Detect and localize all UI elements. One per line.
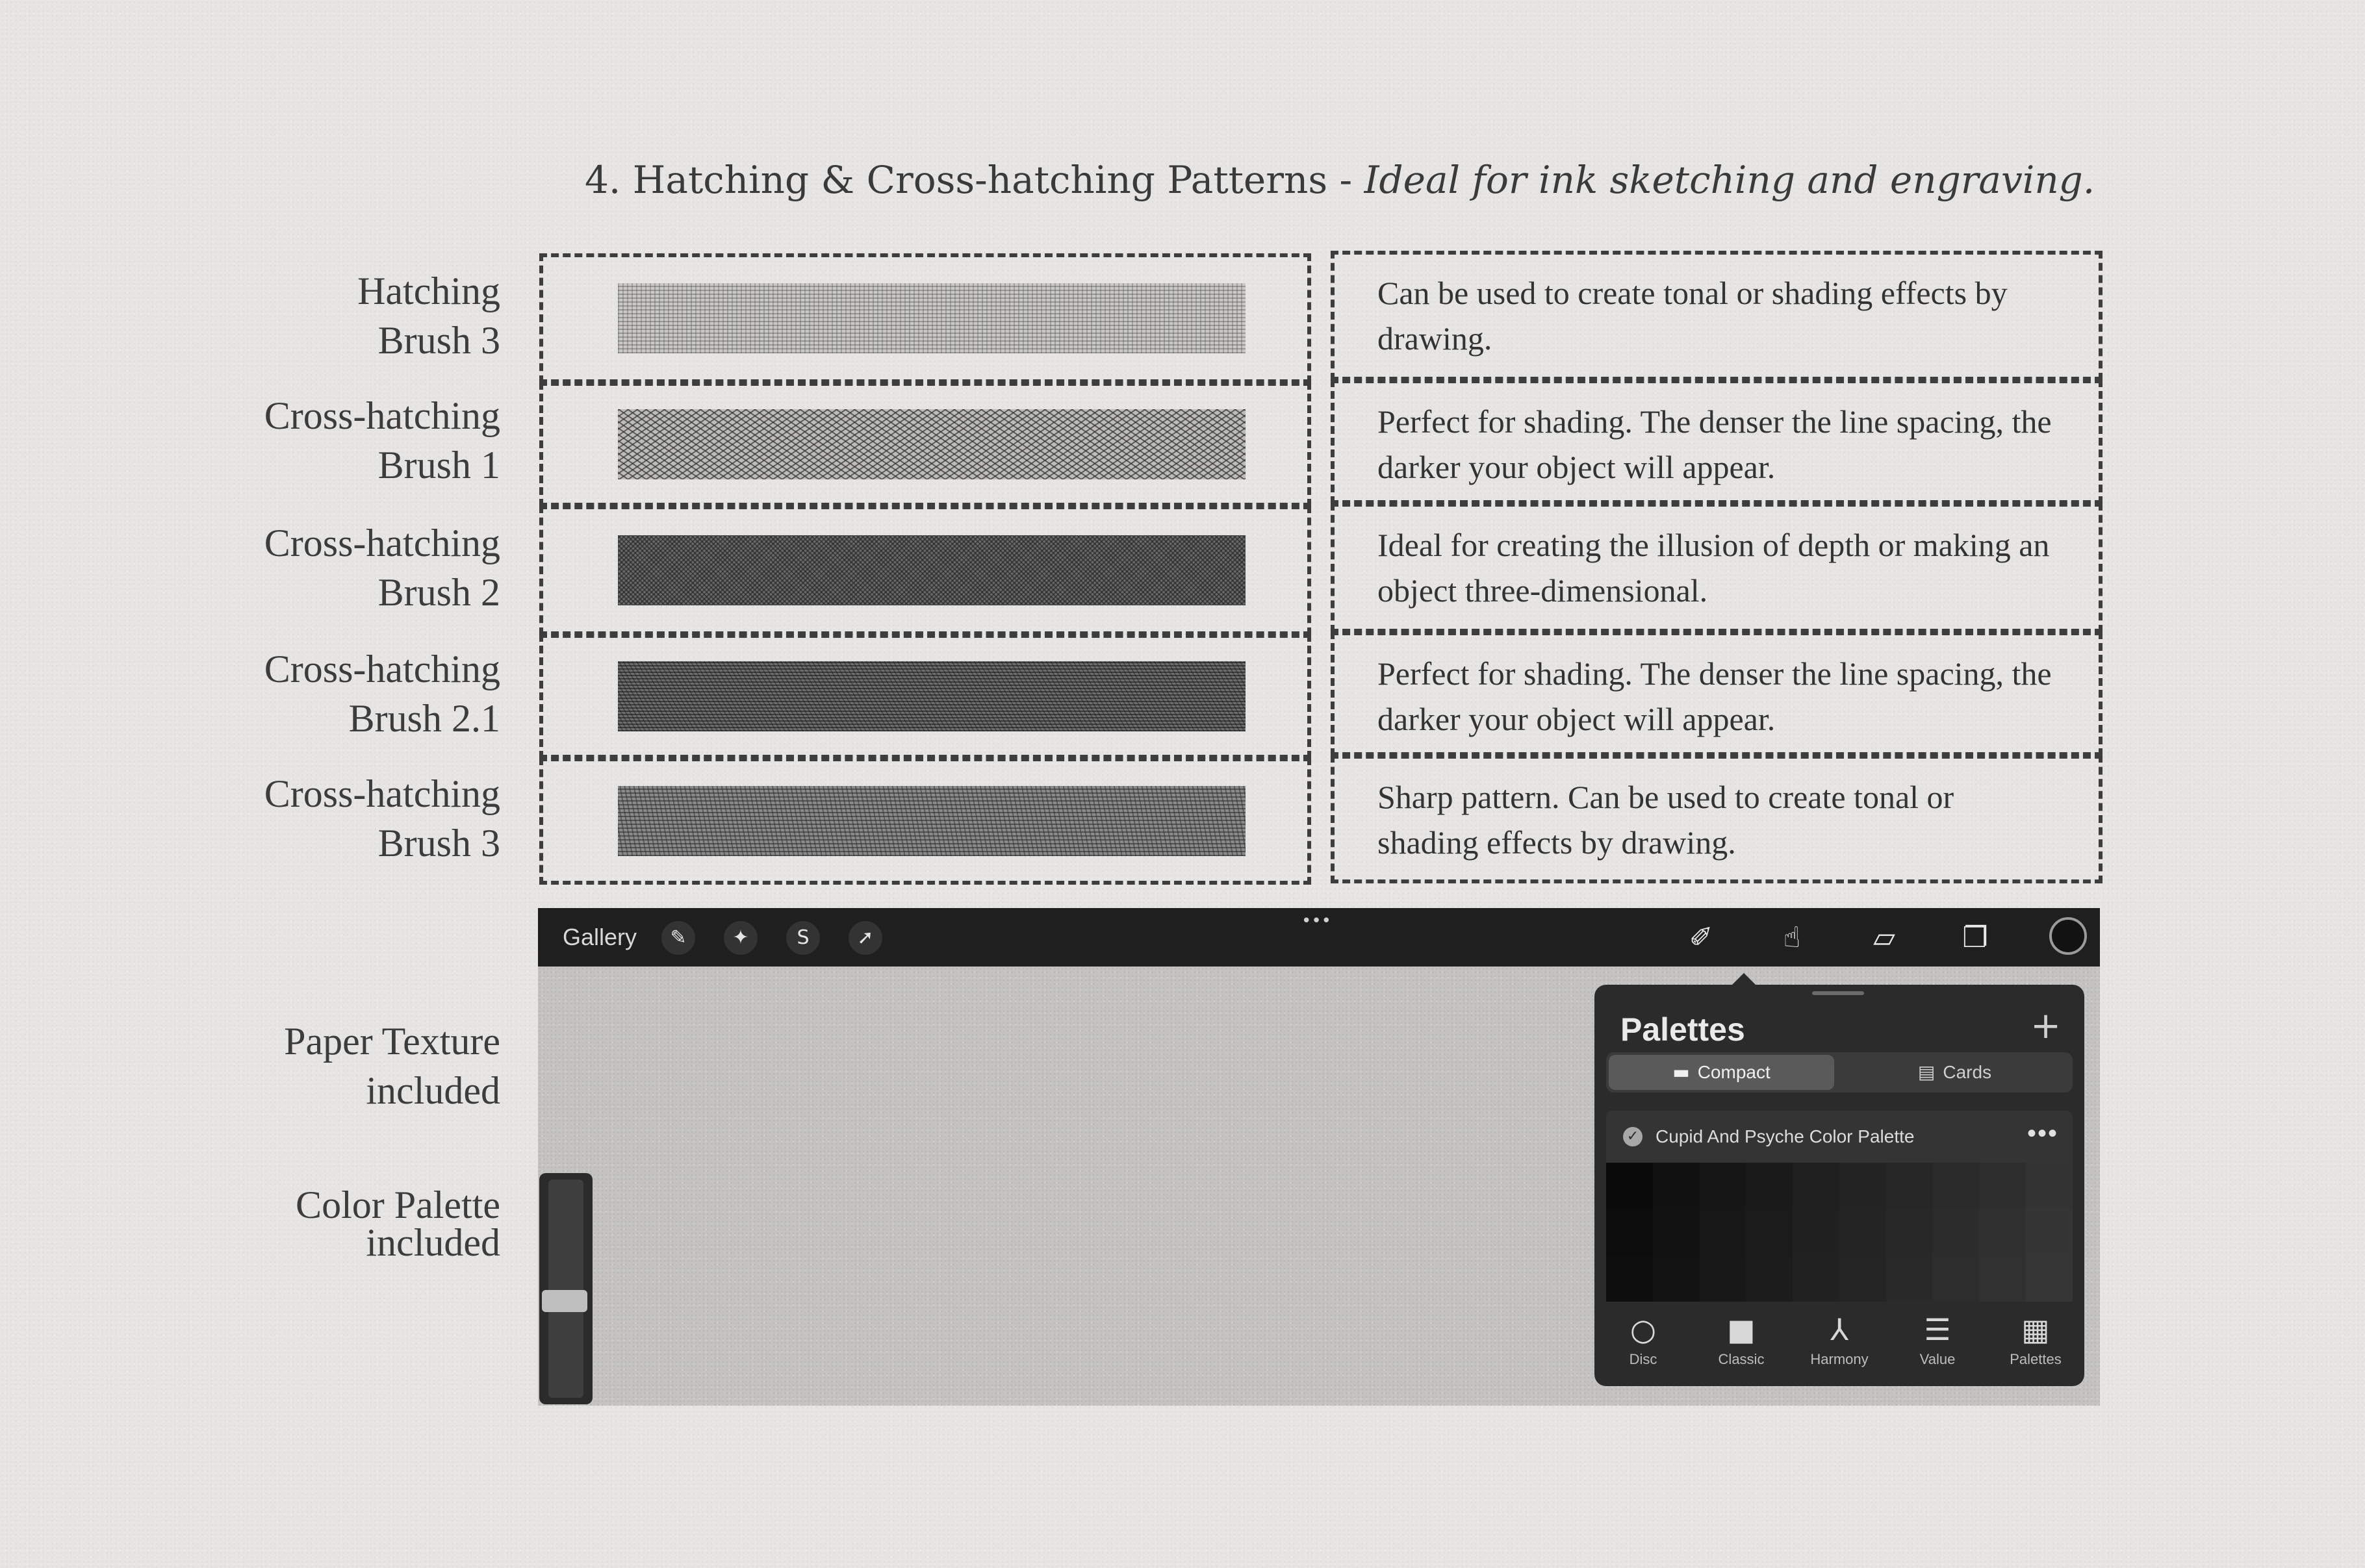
color-swatch[interactable] <box>1886 1163 1933 1209</box>
brush-size-sidebar <box>539 1173 593 1404</box>
description-box: Perfect for shading. The denser the line spacing, the darker your object will appear. <box>1331 631 2103 756</box>
color-swatch[interactable] <box>1886 1256 1933 1302</box>
cross-hatching-brush-2-swatch <box>618 535 1246 605</box>
color-swatch[interactable] <box>1933 1256 1980 1302</box>
swatch-box <box>539 757 1311 885</box>
brush-name: Cross-hatching <box>264 522 500 564</box>
paper-texture-line: included <box>366 1069 500 1112</box>
color-swatch[interactable] <box>1700 1256 1746 1302</box>
palette-name: Cupid And Psyche Color Palette <box>1656 1126 1915 1146</box>
tab-classic[interactable] <box>1693 1308 1790 1368</box>
color-swatch[interactable] <box>1793 1209 1839 1255</box>
cross-hatching-brush-2-1-swatch <box>618 661 1246 731</box>
description-box: Can be used to create tonal or shading effects by drawing. <box>1331 251 2103 381</box>
description-box: Ideal for creating the illusion of depth or making an object three-dimensional. <box>1331 503 2103 633</box>
tab-label: Classic <box>1718 1351 1765 1367</box>
layers-icon[interactable]: ❐ <box>1962 921 1988 954</box>
swatch-box <box>539 634 1311 759</box>
brush-number: Brush 3 <box>377 319 500 362</box>
color-swatch[interactable] <box>1700 1163 1746 1209</box>
palette-swatch-grid <box>1606 1163 2073 1302</box>
brush-label <box>136 644 500 743</box>
swatch-box <box>539 253 1311 383</box>
add-palette-button[interactable]: + <box>2030 1005 2061 1047</box>
magic-wand-icon[interactable]: ✦ <box>724 921 758 955</box>
color-swatch[interactable] <box>1979 1163 2026 1209</box>
color-swatch[interactable] <box>1793 1256 1839 1302</box>
color-swatch[interactable] <box>1653 1256 1700 1302</box>
color-palette-line: included <box>366 1221 500 1264</box>
color-palette-label <box>136 1183 500 1264</box>
palettes-panel <box>1594 985 2084 1386</box>
transform-arrow-icon[interactable]: ➚ <box>849 921 882 955</box>
brush-size-slider[interactable] <box>548 1180 583 1398</box>
color-swatch[interactable] <box>1606 1209 1653 1255</box>
smudge-icon[interactable]: ☝ <box>1783 921 1801 954</box>
color-swatch[interactable] <box>1746 1256 1793 1302</box>
compact-label: Compact <box>1697 1062 1771 1082</box>
tab-harmony[interactable] <box>1791 1308 1888 1368</box>
swatch-box <box>539 382 1311 507</box>
heading-number: 4. <box>585 158 621 202</box>
brush-label <box>136 391 500 490</box>
color-swatch[interactable] <box>1886 1209 1933 1255</box>
cards-icon: ▤ <box>1917 1061 1936 1083</box>
color-swatch[interactable] <box>1979 1256 2026 1302</box>
color-swatch[interactable] <box>1839 1163 1886 1209</box>
brush-number: Brush 2.1 <box>348 697 500 740</box>
harmony-icon: ⅄ <box>1830 1312 1849 1347</box>
brush-icon[interactable]: ✐ <box>1689 921 1713 954</box>
value-icon: ☰ <box>1924 1312 1951 1347</box>
color-swatch[interactable] <box>1933 1163 1980 1209</box>
tab-value[interactable] <box>1889 1308 1986 1368</box>
color-palette-line: Color Palette <box>296 1183 500 1226</box>
classic-icon: ■ <box>1727 1312 1756 1347</box>
brush-name: Cross-hatching <box>264 648 500 690</box>
selection-icon[interactable]: S <box>786 921 820 955</box>
palette-more-button[interactable]: ••• <box>2026 1119 2058 1148</box>
color-swatch[interactable] <box>1839 1209 1886 1255</box>
brush-name: Cross-hatching <box>264 394 500 437</box>
wrench-icon[interactable]: ✎ <box>661 921 695 955</box>
slider-thumb[interactable] <box>542 1290 587 1312</box>
tab-label: Disc <box>1629 1351 1657 1367</box>
compact-icon: ▬ <box>1672 1061 1690 1083</box>
color-swatch[interactable] <box>1606 1163 1653 1209</box>
color-swatch[interactable] <box>2026 1256 2073 1302</box>
palettes-grid-icon: ▦ <box>2021 1312 2050 1347</box>
cross-hatching-brush-3-swatch <box>618 786 1246 856</box>
color-swatch[interactable] <box>2026 1163 2073 1209</box>
heading-title: Hatching & Cross-hatching Patterns - <box>632 158 1353 202</box>
color-swatch[interactable] <box>1700 1209 1746 1255</box>
app-toolbar <box>538 908 2100 967</box>
cards-label: Cards <box>1943 1062 1992 1082</box>
color-swatch[interactable] <box>1746 1209 1793 1255</box>
color-swatch[interactable] <box>1979 1209 2026 1255</box>
view-switch <box>1606 1052 2073 1093</box>
brush-name: Hatching <box>357 270 500 312</box>
color-swatch[interactable] <box>1606 1256 1653 1302</box>
color-swatch[interactable] <box>1933 1209 1980 1255</box>
color-swatch[interactable] <box>1653 1209 1700 1255</box>
gallery-button[interactable]: Gallery <box>563 924 637 950</box>
more-handle[interactable]: ••• <box>1301 911 1332 931</box>
description-box: Sharp pattern. Can be used to create tonal or shading effects by drawing. <box>1331 755 2103 883</box>
cross-hatching-brush-1-swatch <box>618 409 1246 479</box>
paper-texture-label <box>136 1017 500 1115</box>
palette-row[interactable] <box>1606 1111 2073 1163</box>
panel-grabber[interactable] <box>1812 991 1864 995</box>
color-swatch[interactable] <box>1653 1163 1700 1209</box>
heading-subtitle: Ideal for ink sketching and engraving. <box>1364 158 2095 202</box>
color-swatch[interactable] <box>1793 1163 1839 1209</box>
tab-label: Harmony <box>1810 1351 1869 1367</box>
tab-disc[interactable] <box>1594 1308 1692 1368</box>
color-swatch[interactable] <box>1839 1256 1886 1302</box>
compact-view-button[interactable] <box>1609 1055 1834 1090</box>
brush-number: Brush 2 <box>377 571 500 614</box>
panel-title: Palettes <box>1620 1011 1745 1048</box>
brush-label <box>136 769 500 868</box>
swatch-box <box>539 505 1311 635</box>
description-box: Perfect for shading. The denser the line spacing, the darker your object will appear. <box>1331 379 2103 504</box>
brush-name: Cross-hatching <box>264 772 500 815</box>
color-mode-tabs <box>1594 1308 2084 1380</box>
section-heading <box>585 151 2095 209</box>
paper-texture-line: Paper Texture <box>284 1020 500 1063</box>
brush-label <box>136 518 500 617</box>
tab-label: Value <box>1919 1351 1956 1367</box>
cards-view-button[interactable] <box>1842 1055 2067 1090</box>
eraser-icon[interactable]: ▱ <box>1873 921 1895 954</box>
brush-label <box>136 266 500 365</box>
checkmark-icon: ✓ <box>1623 1127 1643 1146</box>
tab-label: Palettes <box>2010 1351 2062 1367</box>
color-swatch[interactable] <box>2026 1209 2073 1255</box>
color-swatch-icon[interactable] <box>2049 917 2087 955</box>
hatching-brush-3-swatch <box>618 283 1246 353</box>
tab-palettes[interactable] <box>1987 1308 2084 1368</box>
color-swatch[interactable] <box>1746 1163 1793 1209</box>
disc-icon: ○ <box>1630 1312 1657 1347</box>
brush-number: Brush 1 <box>377 444 500 487</box>
brush-number: Brush 3 <box>377 822 500 865</box>
